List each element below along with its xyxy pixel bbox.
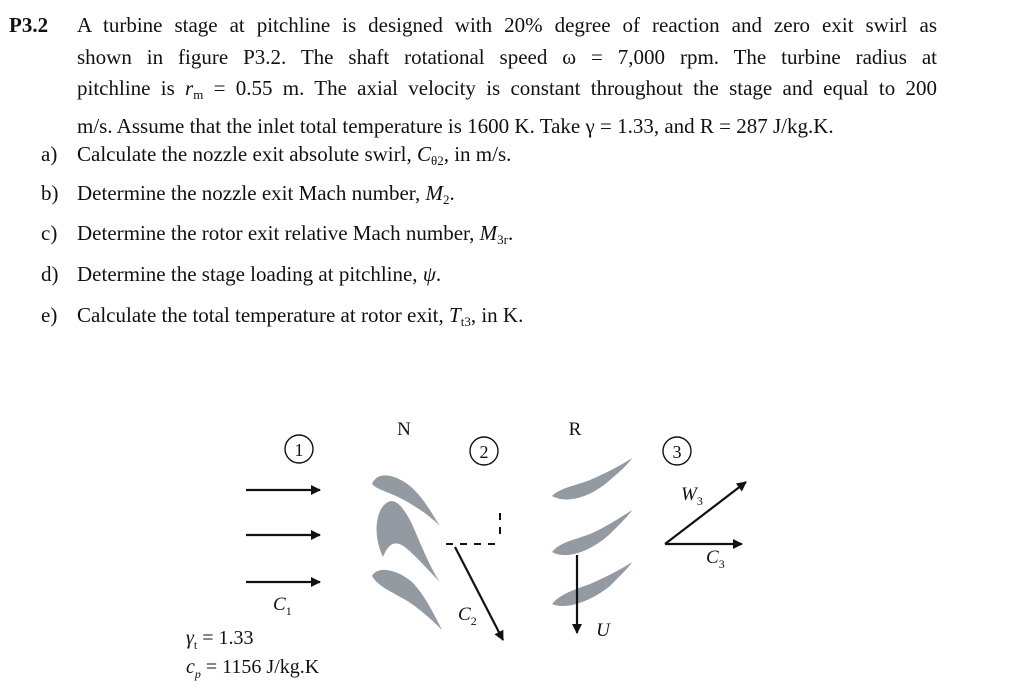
rotor-blade-2 xyxy=(552,510,632,555)
c2-vector xyxy=(455,547,503,640)
statement-line-2: shown in figure P3.2. The shaft rotational speed ω = 7,000 rpm. The turbine radius at xyxy=(77,44,937,69)
statement-line-1: A turbine stage at pitchline is designed with 20% degree of reaction and zero exit swirl as xyxy=(77,13,937,37)
gamma-annotation: $\gamma_t = 1.33$ xyxy=(186,627,254,652)
c3-label: $C_3$ xyxy=(706,547,725,571)
w3-label: $W_3$ xyxy=(681,484,703,508)
rotor-blade-3 xyxy=(552,562,632,606)
statement-line-4: m/s. Assume that the inlet total temperature is 1600 K. Take γ = 1.33, and R = 287 J/kg.K. xyxy=(77,113,834,138)
inlet-velocity-arrows xyxy=(246,490,320,582)
c1-label: $C_1$ xyxy=(273,594,292,618)
w3-vector xyxy=(665,482,746,544)
nozzle-blade-3 xyxy=(372,570,442,630)
station-1-label: 1 xyxy=(294,440,304,460)
nozzle-label: N xyxy=(397,419,411,440)
part-b: b) Determine the nozzle exit Mach number, $M_2$. xyxy=(41,181,455,207)
part-a: a) Calculate the nozzle exit absolute swirl, $C_{\theta 2}$, in m/s. xyxy=(41,142,512,168)
c2-label: $C_2$ xyxy=(458,604,477,628)
nozzle-blades xyxy=(372,475,442,630)
u-label: U xyxy=(596,620,610,641)
part-c: c) Determine the rotor exit relative Mach number, $M_{3r}$. xyxy=(41,221,514,247)
rotor-blade-1 xyxy=(552,458,632,499)
station-2-label: 2 xyxy=(479,442,489,462)
station-3-label: 3 xyxy=(672,442,682,462)
part-e: e) Calculate the total temperature at rotor exit, $T_{t3}$, in K. xyxy=(41,303,524,329)
statement-line-3: pitchline is $r_m = 0.55$ m. The axial velocity is constant throughout the stage and equal to 200 xyxy=(77,76,937,102)
rotor-label: R xyxy=(568,419,582,440)
cp-annotation: $c_p = 1156$ J/kg.K xyxy=(186,656,320,681)
rotor-blades xyxy=(552,458,632,606)
part-d: d) Determine the stage loading at pitchline, ψ. xyxy=(41,262,442,286)
problem-number: P3.2 xyxy=(9,13,49,37)
